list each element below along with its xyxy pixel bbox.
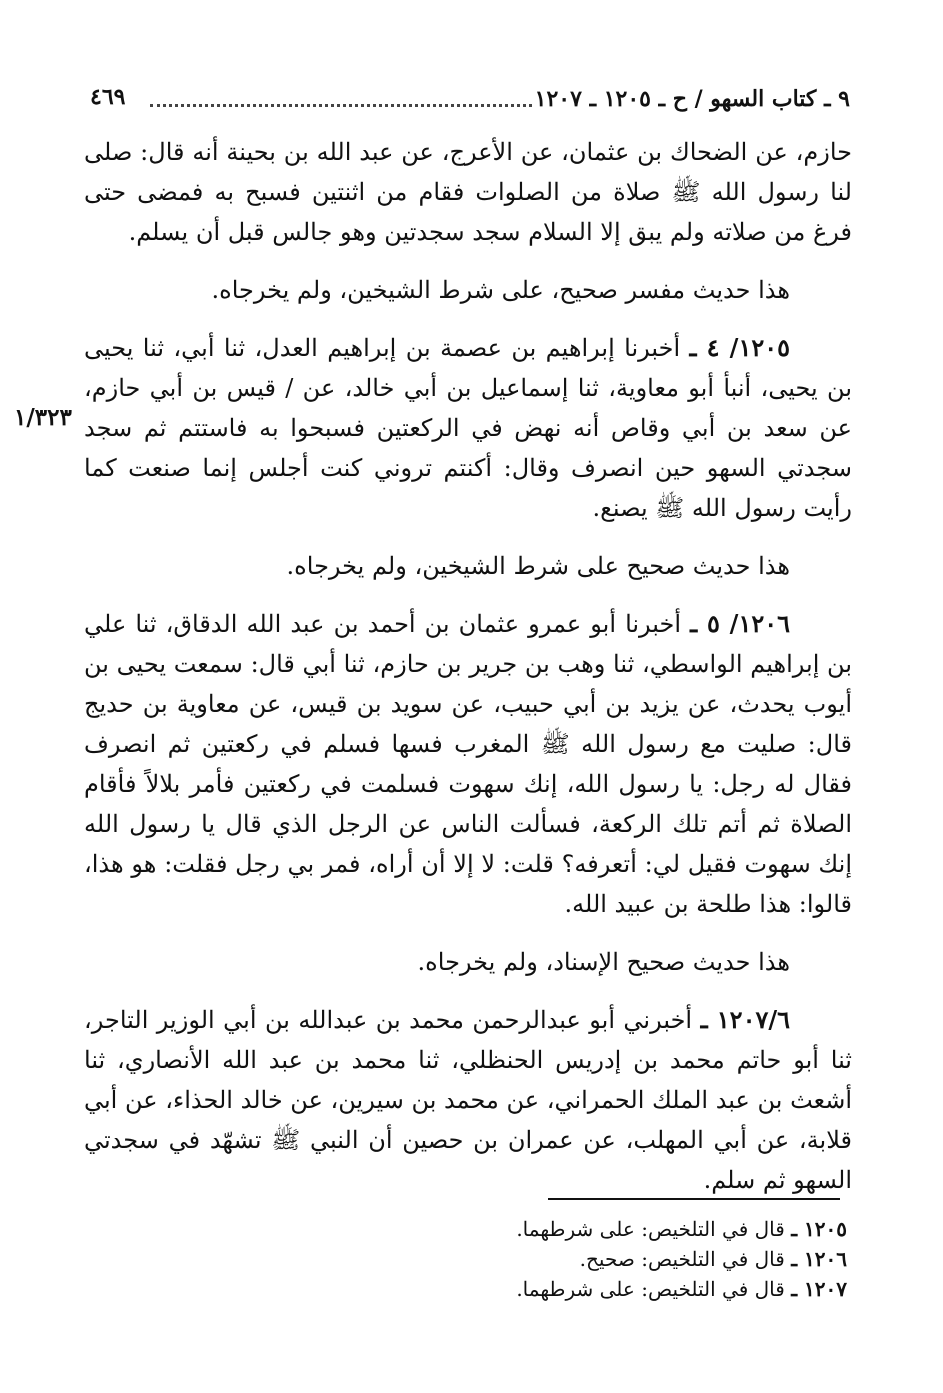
running-header [90,78,850,118]
hadith-1206 [84,604,852,924]
footnote-number: ١٢٠٥ ـ [791,1217,847,1241]
intro-paragraph: حازم، عن الضحاك بن عثمان، عن الأعرج، عن عبد الله بن بحينة أنه قال: صلى لنا رسول الله ﷺ صلاة من الصلوات فقام من اثنتين فسبح به فمضى حتى فرغ من صلاته ولم يبق إلا السلام سجد سجدتين وهو جالس قبل أن يسلم. [84,138,852,246]
page-number: ٤٦٩ [90,84,126,110]
hadith-1207 [84,1000,852,1200]
chapter-title: ٩ ـ كتاب السهو / ح ـ ١٢٠٥ ـ ١٢٠٧ [534,86,850,112]
hadith-number: ١٢٠٦/ ٥ ـ [690,609,790,638]
footnote-text: قال في التلخيص: على شرطهما. [516,1277,785,1301]
hadith-number: ١٢٠٧/٦ ـ [700,1005,790,1034]
footnote-number: ١٢٠٦ ـ [791,1247,847,1271]
footnote-separator [548,1198,840,1200]
footnote-item [147,1214,847,1244]
leader-dots [150,104,532,107]
main-text [84,132,852,1200]
verdict-1205: هذا حديث صحيح على شرط الشيخين، ولم يخرجاه. [286,552,790,580]
hadith-1205 [84,328,852,528]
margin-volume-reference: ١/٣٢٣ [14,404,72,431]
footnotes [147,1214,847,1304]
footnote-number: ١٢٠٧ ـ [791,1277,847,1301]
hadith-text: أخبرنا أبو عمرو عثمان بن أحمد بن عبد الله الدقاق، ثنا علي بن إبراهيم الواسطي، ثنا وهب بن جرير بن حازم، ثنا أبي قال: سمعت يحيى بن أيوب يحدث، عن يزيد بن أبي حبيب، عن سويد بن قيس، عن معاوية بن حديج قال: صليت مع رسول الله ﷺ المغرب فسها فسلم في ركعتين ثم انصرف فقال له رجل: يا رسول الله، إنك سهوت فسلمت في ركعتين فأمر بلالاً فأقام الصلاة ثم أتم تلك الركعة، فسألت الناس عن الرجل الذي قال يا رسول الله إنك سهوت فقيل لي: أتعرفه؟ قلت: لا إلا أن أراه، فمر بي رجل فقلت: هو هذا، قالوا: هذا طلحة بن عبيد الله. [84,610,852,918]
footnote-item [147,1244,847,1274]
footnote-text: قال في التلخيص: صحيح. [579,1247,785,1271]
verdict-1205-prev: هذا حديث مفسر صحيح، على شرط الشيخين، ولم يخرجاه. [211,276,790,304]
hadith-number: ١٢٠٥/ ٤ ـ [689,333,790,362]
hadith-text: أخبرنا إبراهيم بن عصمة بن إبراهيم العدل، ثنا أبي، ثنا يحيى بن يحيى، أنبأ أبو معاوية، ثنا إسماعيل بن أبي خالد، عن / قيس بن أبي حازم، عن سعد بن أبي وقاص أنه نهض في الركعتين فسبحوا به فاستتم ثم سجد سجدتي السهو حين انصرف وقال: أكنتم تروني كنت أجلس إنما صنعت كما رأيت رسول الله ﷺ يصنع. [84,334,853,522]
footnote-item [147,1274,847,1304]
hadith-text: أخبرني أبو عبدالرحمن محمد بن عبدالله بن أبي الوزير التاجر، ثنا أبو حاتم محمد بن إدريس الحنظلي، ثنا محمد بن عبد الله الأنصاري، ثنا أشعث بن عبد الملك الحمراني، عن محمد بن سيرين، عن خالد الحذاء، عن أبي قلابة، عن أبي المهلب، عن عمران بن حصين أن النبي ﷺ تشهّد في سجدتي السهو ثم سلم. [84,1006,853,1194]
footnote-text: قال في التلخيص: على شرطهما. [516,1217,785,1241]
verdict-1206: هذا حديث صحيح الإسناد، ولم يخرجاه. [417,948,790,976]
